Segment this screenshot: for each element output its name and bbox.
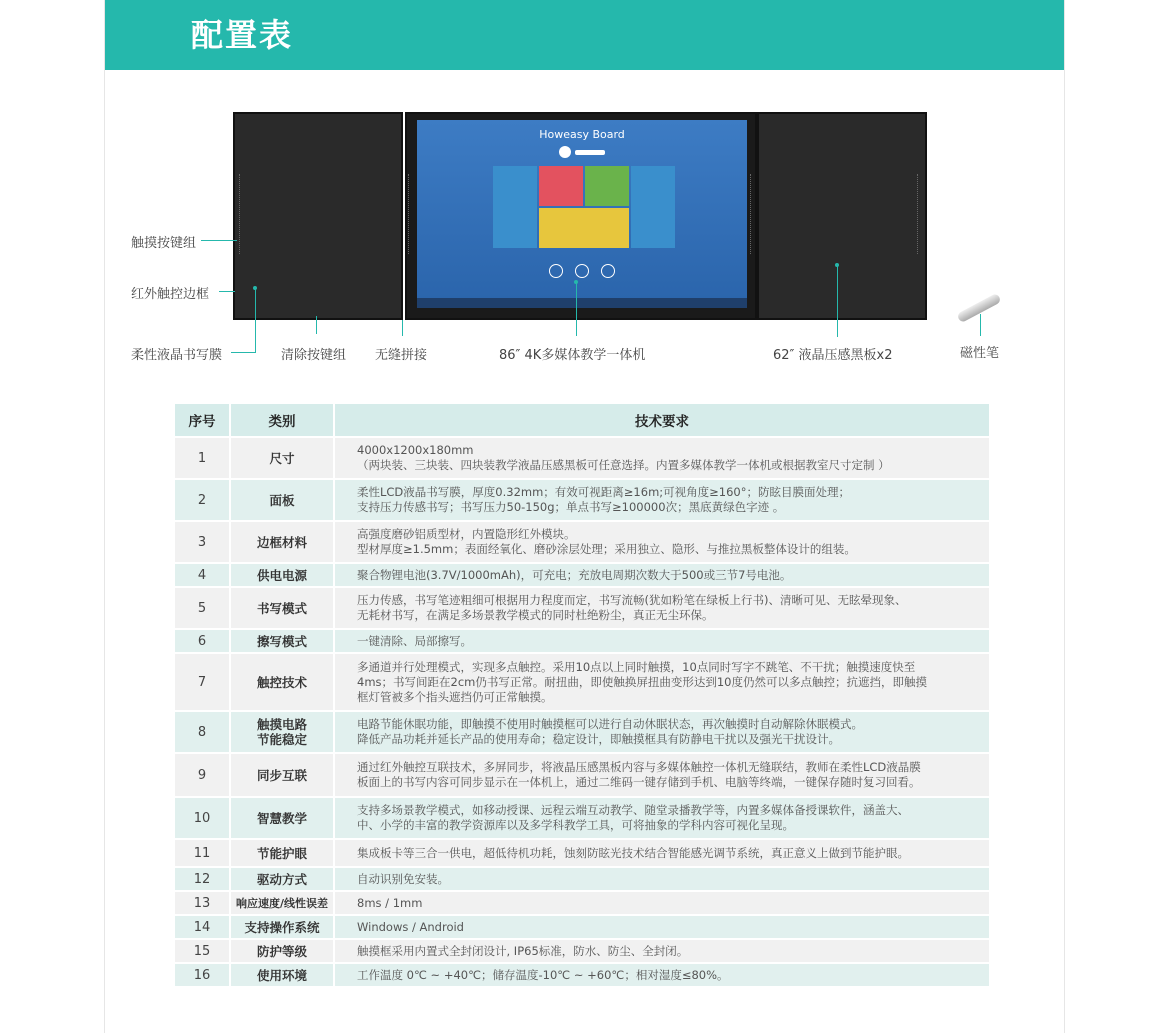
row-requirement [334,653,990,711]
callout-line [201,240,237,241]
category-line: 响应速度/线性误差 [235,896,329,910]
row-number: 7 [174,653,230,711]
callout-line [316,316,317,334]
row-category [230,629,334,653]
requirement-line: 工作温度 0℃ ~ +40℃；储存温度-10℃ ~ +60℃；相对湿度≤80%。 [357,967,729,982]
category-line: 使用环境 [256,967,307,983]
row-requirement [334,437,990,479]
row-category [230,867,334,891]
requirement-line: 支持压力传感书写；书写压力50-150g；单点书写≥100000次；黑底黄绿色字迹 。 [357,500,785,514]
app-tile-apps [539,208,629,248]
category-line: 边框材料 [256,534,307,550]
category-line: 供电电源 [256,567,307,583]
left-blackboard-panel [233,112,403,320]
touch-key-strip [239,174,243,254]
requirement-line: 中、小学的丰富的教学资源库以及多学科教学工具，可将抽象的学科内容可视化呈现。 [357,818,794,832]
table-row [174,963,990,987]
requirement-line: 柔性LCD液晶书写膜，厚度0.32mm；有效可视距离≥16m;可视角度≥160°；防眩目膜面处理； [357,485,850,499]
requirement-line: 4ms；书写间距在2cm仍书写正常。耐扭曲，即使触换屏扭曲变形达到10度仍然可以多点触控；抗遮挡，即触摸 [357,674,927,689]
requirement-line: 通过红外触控互联技术，多屏同步，将液晶压感黑板内容与多媒体触控一体机无缝联结，教师在柔性LCD液晶膜 [357,760,921,774]
category-line: 智慧教学 [256,810,307,826]
callout-line [980,314,981,336]
callout-dot [835,263,839,267]
callout-touch-keys: 触摸按键组 [131,236,197,251]
row-requirement [334,711,990,753]
row-requirement [334,587,990,629]
brand-logo: Howeasy Board [539,128,625,141]
callout-dot [574,280,578,284]
table-row [174,797,990,839]
page [104,0,1065,1033]
row-requirement [334,629,990,653]
row-requirement [334,915,990,939]
category-line: 面板 [269,492,295,508]
category-line: 擦写模式 [256,633,307,649]
app-tile-library [493,166,537,248]
requirement-line: 一键清除、局部擦写。 [357,633,472,648]
callout-side-boards: 62″ 液晶压感黑板x2 [773,348,893,363]
row-category [230,839,334,867]
requirement-line: 压力传感，书写笔迹粗细可根据用力程度而定，书写流畅(犹如粉笔在绿板上行书)、清晰可见、无眩晕现象、 [357,593,907,607]
row-number: 4 [174,563,230,587]
category-line: 同步互联 [256,767,307,783]
user-icon [549,264,563,278]
app-tile-camera [585,166,629,206]
requirement-line: 高强度磨砂铝质型材，内置隐形红外模块。 [357,527,576,541]
table-row [174,479,990,521]
requirement-line: 集成板卡等三合一供电，超低待机功耗，蚀刻防眩光技术结合智能感光调节系统，真正意义上做到节能护眼。 [357,845,909,860]
row-number: 14 [174,915,230,939]
user-name-bar [575,150,605,155]
callout-dot [253,286,257,290]
callout-line [231,352,256,353]
user-avatar-icon [559,146,571,158]
row-category [230,891,334,915]
requirement-line: 型材厚度≥1.5mm；表面经氧化、磨砂涂层处理；采用独立、隐形、与推拉黑板整体设计的组装。 [357,542,856,556]
table-row [174,629,990,653]
row-number: 5 [174,587,230,629]
left-edge-keys [408,174,412,254]
category-line: 防护等级 [256,943,307,959]
row-category [230,939,334,963]
table-row [174,563,990,587]
row-requirement [334,479,990,521]
requirement-line: 聚合物锂电池(3.7V/1000mAh)，可充电；充放电周期次数大于500或三节7号电池。 [357,567,792,582]
callout-line [402,320,403,336]
row-number: 6 [174,629,230,653]
row-category [230,797,334,839]
right-edge-keys [750,174,754,254]
requirement-line: 多通道并行处理模式，实现多点触控。采用10点以上同时触摸，10点同时写字不跳笔、不干扰；触摸速度快至 [357,659,916,674]
spec-table-body [174,437,990,987]
requirement-line: 降低产品功耗并延长产品的使用寿命；稳定设计，即触摸框具有防静电干扰以及强光干扰设计。 [357,732,840,746]
category-line: 触摸电路 [256,717,307,732]
spec-table [173,402,991,988]
requirement-line: 自动识别免安装。 [357,871,449,886]
row-number: 9 [174,753,230,797]
callout-lcd-film: 柔性液晶书写膜 [131,348,223,363]
row-number: 11 [174,839,230,867]
table-row [174,587,990,629]
callout-line [576,282,577,336]
row-number: 10 [174,797,230,839]
row-number: 8 [174,711,230,753]
center-display-unit [405,112,757,320]
table-header-row [174,403,990,437]
row-number: 13 [174,891,230,915]
table-row [174,437,990,479]
row-category [230,479,334,521]
category-line: 书写模式 [256,600,307,616]
requirement-line: 无耗材书写，在满足多场景教学模式的同时杜绝粉尘，真正无尘环保。 [357,608,714,622]
taskbar [417,298,747,308]
category-line: 尺寸 [269,450,295,466]
callout-clear-keys: 清除按键组 [281,348,347,363]
row-category [230,653,334,711]
row-number: 15 [174,939,230,963]
row-requirement [334,797,990,839]
category-line: 触控技术 [256,674,307,690]
requirement-line: 8ms / 1mm [357,895,423,910]
callout-line [255,288,256,352]
app-tile-screen [631,166,675,248]
row-number: 12 [174,867,230,891]
header-requirement: 技术要求 [334,403,990,437]
requirement-line: 框灯管被多个指头遮挡仍可正常触摸。 [357,689,553,704]
category-line: 节能护眼 [256,845,307,861]
table-row [174,839,990,867]
category-line: 驱动方式 [256,871,307,887]
table-row [174,711,990,753]
callout-line [837,265,838,337]
page-title: 配置表 [191,16,294,54]
table-row [174,521,990,563]
product-illustration [105,0,1064,380]
row-requirement [334,839,990,867]
row-requirement [334,867,990,891]
display-screen [417,120,747,308]
row-category [230,437,334,479]
callout-seamless: 无缝拼接 [375,348,428,363]
row-number: 16 [174,963,230,987]
requirement-line: （两块装、三块装、四块装教学液晶压感黑板可任意选择。内置多媒体教学一体机或根据教室尺寸定制 ） [357,458,890,472]
category-line: 节能稳定 [256,732,307,747]
row-number: 3 [174,521,230,563]
row-category [230,711,334,753]
header-category: 类别 [230,403,334,437]
requirement-line: 支持多场景教学模式，如移动授课、远程云端互动教学、随堂录播教学等，内置多媒体备授课软件，涵盖大、 [357,803,909,817]
row-category [230,563,334,587]
requirement-line: Windows / Android [357,919,464,934]
table-row [174,915,990,939]
row-category [230,753,334,797]
row-requirement [334,521,990,563]
requirement-line: 板面上的书写内容可同步显示在一体机上，通过二维码一键存储到手机、电脑等终端，一键保存随时复习回看。 [357,775,921,789]
power-icon [575,264,589,278]
requirement-line: 电路节能休眠功能，即触摸不使用时触摸框可以进行自动休眠状态，再次触摸时自动解除休眠模式。 [357,717,863,731]
table-row [174,653,990,711]
touch-key-strip-right [917,174,921,254]
row-number: 2 [174,479,230,521]
row-requirement [334,563,990,587]
table-row [174,939,990,963]
row-category [230,587,334,629]
table-row [174,753,990,797]
row-number: 1 [174,437,230,479]
callout-pen: 磁性笔 [960,346,1000,361]
row-category [230,963,334,987]
right-blackboard-panel [757,112,927,320]
header-no: 序号 [174,403,230,437]
callout-ir-frame: 红外触控边框 [131,287,210,302]
menu-icon [601,264,615,278]
callout-center-unit: 86″ 4K多媒体教学一体机 [499,348,646,363]
row-requirement [334,963,990,987]
row-category [230,521,334,563]
row-requirement [334,939,990,963]
requirement-line: 4000x1200x180mm [357,443,474,457]
requirement-line: 触摸框采用内置式全封闭设计, IP65标准，防水、防尘、全封闭。 [357,943,689,958]
callout-line [219,291,235,292]
row-requirement [334,753,990,797]
row-requirement [334,891,990,915]
magnetic-pen [956,293,1001,323]
app-tile-whiteboard [539,166,583,206]
row-category [230,915,334,939]
table-row [174,891,990,915]
table-row [174,867,990,891]
category-line: 支持操作系统 [244,919,320,935]
